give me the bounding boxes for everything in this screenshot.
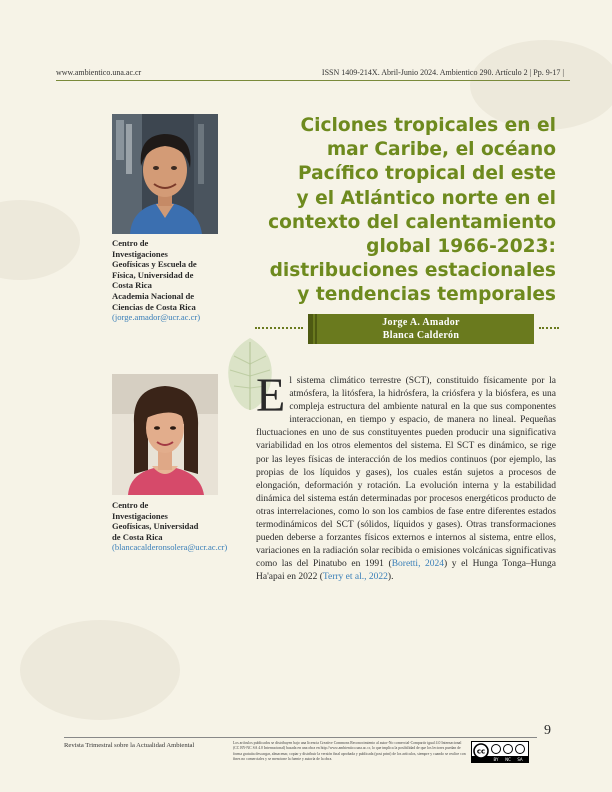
header-divider bbox=[56, 80, 570, 81]
author-email-link[interactable]: (blancacalderonsolera@ucr.ac.cr) bbox=[112, 542, 228, 553]
creative-commons-badge[interactable] bbox=[471, 741, 529, 763]
title-line: Pacífico tropical del este bbox=[298, 163, 556, 185]
author-affiliation-jorge-amador bbox=[112, 238, 226, 323]
author-photo-blanca-calderon bbox=[112, 374, 218, 495]
page-number: 9 bbox=[544, 723, 551, 738]
article-title bbox=[248, 114, 556, 308]
journal-name: Revista Trimestral sobre la Actualidad Ambiental bbox=[64, 742, 195, 749]
affiliation-line: Centro de bbox=[112, 238, 149, 248]
affiliation-line: Centro de bbox=[112, 500, 149, 510]
cc-label: NC bbox=[505, 757, 511, 762]
affiliation-line: Costa Rica bbox=[112, 280, 152, 291]
background-stain bbox=[0, 200, 80, 280]
title-line: global 1966-2023: bbox=[366, 236, 556, 258]
affiliation-line: de Costa Rica bbox=[112, 531, 163, 542]
article-body bbox=[256, 369, 556, 585]
affiliation-line: Investigaciones bbox=[112, 510, 168, 521]
body-text: l sistema climático terrestre (SCT), constituido físicamente por la atmósfera, la litósfera, la hidrósfera, la criósfera y la biósfera, es una compleja estructura del ambiente natural en la que sus componentes interaccionan, en tiempo y espacio, de manera no lineal. Pequeñas fluctuaciones en uno de sus constituyentes pueden producir una significativa variabilidad en los otros elementos del sistema. El SCT es dinámico, se rige por las leyes físicas de interacción de los medios continuos (por ejemplo, las propias de los líquidos y gases), los cuales están sujetos a procesos de elongación, deformación y rotación. La evolución interna y la estabilidad dinámica del sistema están determinadas por procesos energéticos producto de otras interrelaciones, como lo son los cambios de fase entre diferentes estados termodinámicos del SCT (sólidos, líquidos y gases). Otras transformaciones pueden deberse a forzantes físicos externos e internos al sistema, entre ellos, variaciones en la radiación solar recibida o emisiones volcánicas significativas como las del Pinatubo en 1991 ( bbox=[256, 376, 556, 570]
cc-label: cc bbox=[476, 747, 486, 756]
title-line: mar Caribe, el océano bbox=[326, 139, 556, 161]
affiliation-line: Ciencias de Costa Rica bbox=[112, 301, 196, 312]
title-line: y tendencias temporales bbox=[297, 284, 556, 306]
author-names-bar bbox=[308, 314, 534, 344]
footer-divider bbox=[64, 737, 537, 738]
affiliation-line: Investigaciones bbox=[112, 248, 168, 259]
author-photo-jorge-amador bbox=[112, 114, 218, 234]
title-line: y el Atlántico norte en el bbox=[296, 187, 556, 209]
cc-label: SA bbox=[517, 757, 523, 762]
author-name: Blanca Calderón bbox=[382, 330, 460, 341]
author-affiliation-blanca-calderon bbox=[112, 500, 226, 553]
cc-label: BY bbox=[493, 757, 499, 762]
issue-info: ISSN 1409-214X. Abril-Junio 2024. Ambientico 290. Artículo 2 | Pp. 9-17 | bbox=[321, 68, 564, 77]
citation-link-terry[interactable]: Terry et al., 2022 bbox=[322, 572, 388, 583]
license-text: Los artículos publicados se distribuyen bajo una licencia Creative Commons Reconocimiento al autor-No comercial-Compartir igual 4.0 Internacional (CC BY-NC SA 4.0 Internacional) basada en una obra en http://www.ambientico.una.ac.cr, lo que implica la posibilidad de que los lectores puedan de forma gratuita descargar, almacenar, copiar y distribuir la versión final aprobada y publicada (post print) de los artículos, siempre y cuando se realice con fines no comerciales y se mencione la fuente y autoría de la obra. bbox=[233, 741, 466, 762]
website-url[interactable]: www.ambientico.una.ac.cr bbox=[56, 68, 142, 77]
dropcap-letter: E bbox=[256, 369, 286, 422]
title-line: Ciclones tropicales en el bbox=[300, 115, 556, 136]
background-stain bbox=[20, 620, 180, 720]
affiliation-line: Geofísicas, Universidad bbox=[112, 521, 199, 532]
dotted-divider bbox=[539, 327, 559, 329]
body-text: ). bbox=[387, 572, 394, 583]
title-line: contexto del calentamiento bbox=[268, 211, 556, 233]
body-text: ) y el Hunga Tonga–Hunga Ha'apai en 2022 ( bbox=[256, 559, 556, 583]
dotted-divider bbox=[255, 327, 303, 329]
author-name: Jorge A. Amador bbox=[382, 317, 460, 328]
author-email-link[interactable]: (jorge.amador@ucr.ac.cr) bbox=[112, 312, 201, 323]
affiliation-line: Geofísicas y Escuela de bbox=[112, 259, 197, 270]
affiliation-line: Academia Nacional de bbox=[112, 290, 195, 301]
affiliation-line: Física, Universidad de bbox=[112, 269, 194, 280]
citation-link-boretti[interactable]: Boretti, 2024 bbox=[391, 559, 445, 570]
title-line: distribuciones estacionales bbox=[269, 260, 556, 282]
